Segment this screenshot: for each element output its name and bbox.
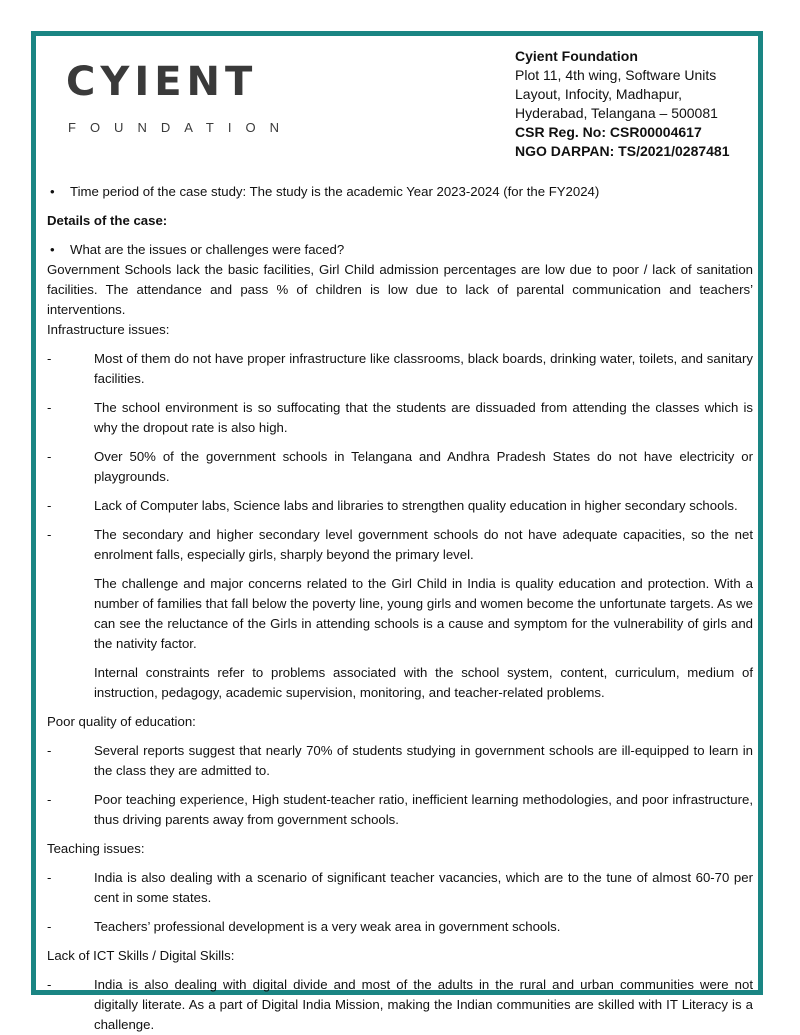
dash-marker: - (47, 743, 52, 758)
list-item (47, 917, 753, 937)
address-line-1: Plot 11, 4th wing, Software Units (515, 67, 717, 83)
intro-paragraph: Government Schools lack the basic facilities, Girl Child admission percentages are low due to poor / lack of sanitation facilities. The attendance and pass % of children is low due to lack of parental communication and teachers’ interventions. (47, 262, 753, 317)
list-item-text: India is also dealing with a scenario of significant teacher vacancies, which are to the tune of almost 60-70 per cent in some states. (94, 870, 753, 905)
list-item (47, 447, 753, 487)
list-item (47, 525, 753, 565)
dash-marker: - (47, 527, 52, 542)
dash-marker: - (47, 351, 52, 366)
list-item-text: Teachers’ professional development is a very weak area in government schools. (94, 919, 561, 934)
cyient-foundation-logo (66, 59, 293, 135)
list-item (47, 868, 753, 908)
dash-marker: - (47, 977, 52, 992)
list-item-text: The secondary and higher secondary level government schools do not have adequate capacities, so the net enrolment falls, especially girls, sharply beyond the primary level. (94, 527, 753, 562)
list-item (47, 975, 753, 1035)
time-period-bullet: • Time period of the case study: The study is the academic Year 2023-2024 (for the FY2024) (47, 182, 753, 202)
address-line-3: Hyderabad, Telangana – 500081 (515, 105, 718, 121)
list-item-text: Poor teaching experience, High student-teacher ratio, inefficient learning methodologies, and poor infrastructure, thus driving parents away from government schools. (94, 792, 753, 827)
list-item-text: Lack of Computer labs, Science labs and libraries to strengthen quality education in higher secondary schools. (94, 498, 738, 513)
list-item-text: Most of them do not have proper infrastructure like classrooms, black boards, drinking water, toilets, and sanitary facilities. (94, 351, 753, 386)
logo-subtitle: FOUNDATION (68, 120, 293, 135)
list-item (47, 790, 753, 830)
list-item-text: India is also dealing with digital divide and most of the adults in the rural and urban communities were not digitally literate. As a part of Digital India Mission, making the Indian communities are skilled with IT Literacy is a challenge. (94, 977, 753, 1032)
logo-wordmark: CYIENT (66, 59, 258, 105)
girl-child-paragraph: The challenge and major concerns related to the Girl Child in India is quality education and protection. With a number of families that fall below the poverty line, young girls and women become the unfortunate targets. As we can see the reluctance of the Girls in attending schools is a cause and symptom for the vulnerability of girls and the nativity factor. (94, 576, 753, 651)
list-item (47, 349, 753, 389)
issues-question-bullet: • What are the issues or challenges were faced? (47, 240, 753, 260)
document-body (47, 182, 753, 1035)
details-heading: Details of the case: (47, 213, 168, 228)
dash-marker: - (47, 498, 52, 513)
org-name: Cyient Foundation (515, 48, 638, 64)
quality-heading: Poor quality of education: (47, 714, 196, 729)
list-item-text: Several reports suggest that nearly 70% of students studying in government schools are ill-equipped to learn in the class they are admitted to. (94, 743, 753, 778)
csr-reg-number: CSR Reg. No: CSR00004617 (515, 124, 702, 140)
ngo-darpan-number: NGO DARPAN: TS/2021/0287481 (515, 143, 730, 159)
teaching-heading: Teaching issues: (47, 841, 145, 856)
list-item (47, 496, 753, 516)
list-item (47, 741, 753, 781)
dash-marker: - (47, 449, 52, 464)
letterhead-address (515, 47, 730, 161)
internal-constraints-paragraph: Internal constraints refer to problems associated with the school system, content, curriculum, medium of instruction, pedagogy, academic supervision, monitoring, and teacher-related problems. (94, 665, 753, 700)
address-line-2: Layout, Infocity, Madhapur, (515, 86, 683, 102)
dash-marker: - (47, 792, 52, 807)
ict-heading: Lack of ICT Skills / Digital Skills: (47, 948, 235, 963)
list-item-text: Over 50% of the government schools in Telangana and Andhra Pradesh States do not have electricity or playgrounds. (94, 449, 753, 484)
dash-marker: - (47, 400, 52, 415)
infrastructure-heading: Infrastructure issues: (47, 322, 170, 337)
list-item-text: The school environment is so suffocating that the students are dissuaded from attending the classes which is why the dropout rate is also high. (94, 400, 753, 435)
dash-marker: - (47, 919, 52, 934)
dash-marker: - (47, 870, 52, 885)
list-item (47, 398, 753, 438)
